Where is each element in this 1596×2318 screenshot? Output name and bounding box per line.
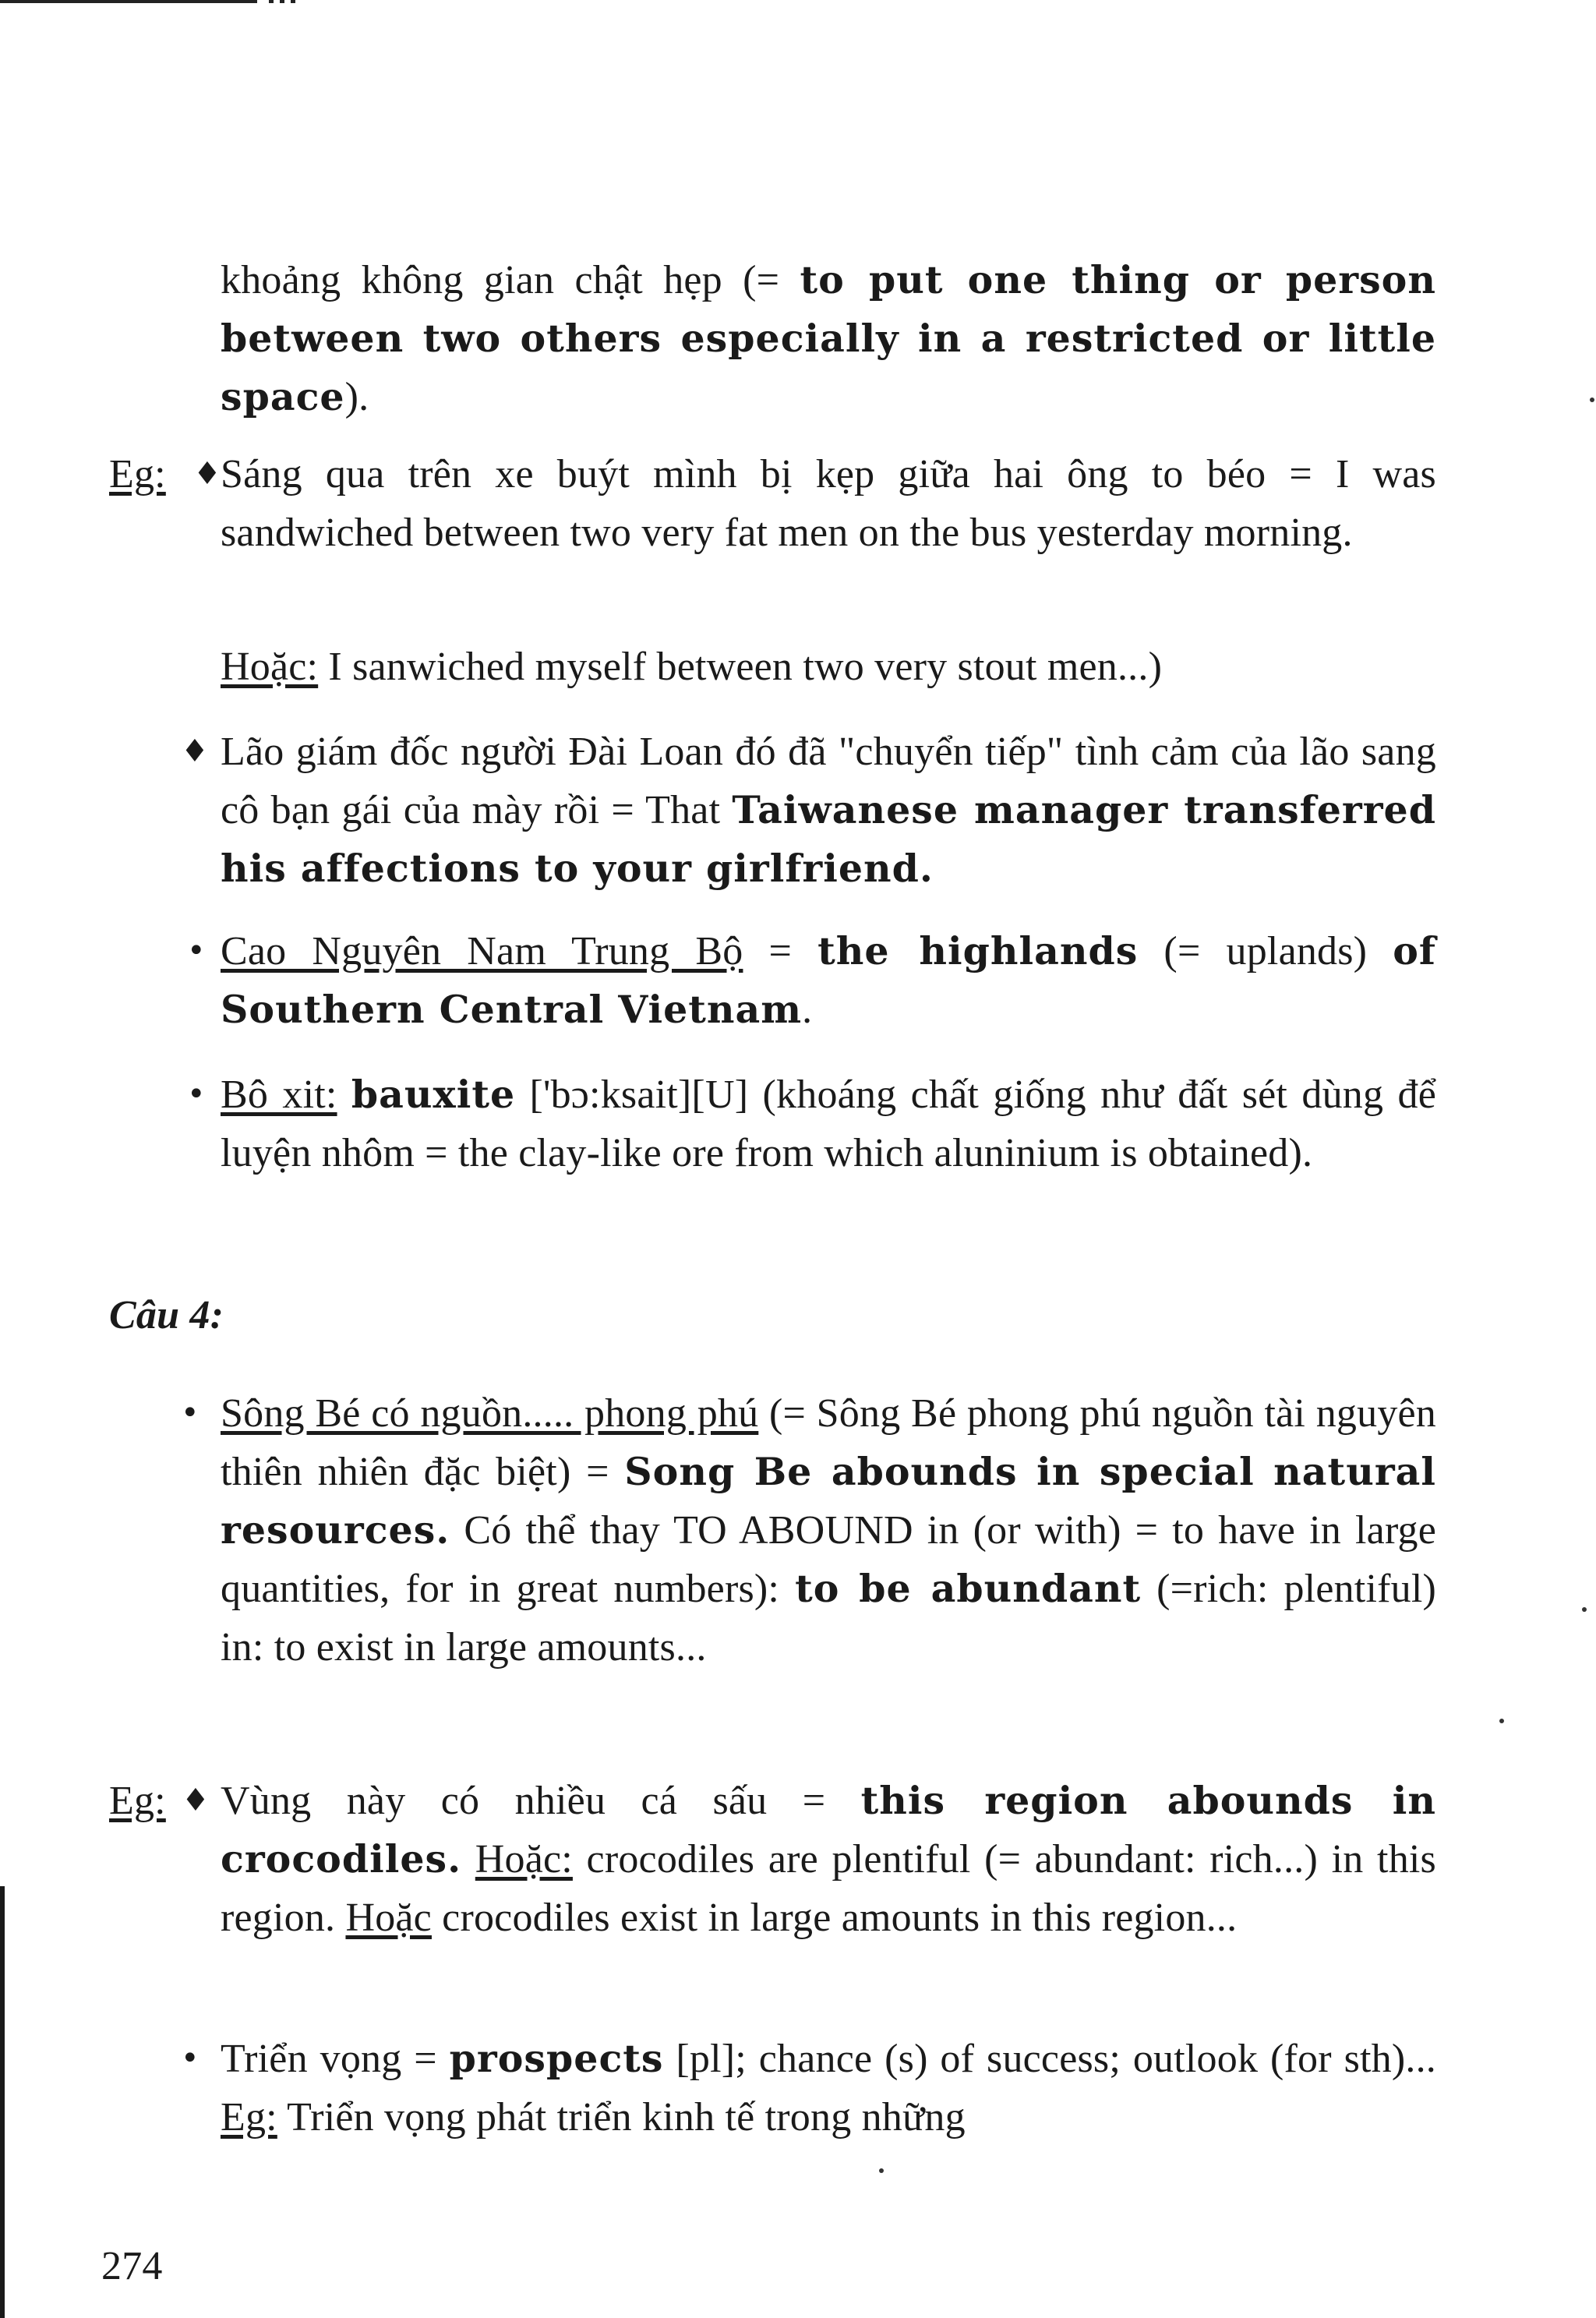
text-span: (= uplands) [1138, 929, 1393, 973]
round-bullet-icon: • [187, 1076, 206, 1112]
list-item [221, 1065, 1436, 1182]
scan-speck [879, 2168, 884, 2173]
bold-translation: of Southern Central Vietnam [221, 928, 1437, 1032]
text-span: (=rich: plentiful) in: to exist in large amounts... [221, 1567, 1436, 1670]
section-heading: Câu 4: [109, 1293, 224, 1337]
example-sentence [221, 445, 1436, 562]
text-span: . [802, 988, 813, 1032]
text-span: (= Sông Bé phong phú nguồn tài nguyên thiên nhiên đặc biệt) = [221, 1391, 1436, 1494]
hoac-label: Hoặc [345, 1896, 432, 1940]
text-span: Sáng qua trên xe buýt mình bị kẹp giữa hai ông to béo = I was sandwiched between two very fat men on the bus yesterday morning. [221, 452, 1436, 555]
text-span [461, 1837, 475, 1882]
term: Cao Nguyên Nam Trung Bộ [221, 929, 743, 973]
text-span: [pl]; chance (s) of success; outlook (for sth)... [663, 2037, 1436, 2081]
text-span: Vùng này có nhiều cá sấu = [221, 1779, 861, 1823]
eg-label: Eg: [221, 2095, 277, 2140]
list-item [221, 1384, 1436, 1677]
text-span: = [743, 929, 818, 973]
text-span: ['bɔ:ksait][U] (khoáng chất giống như đất sét dùng để luyện nhôm = the clay-like ore from which aluninium is obtained). [221, 1072, 1437, 1175]
text-span: ). [344, 375, 369, 419]
bold-term: to be abundant [795, 1566, 1142, 1611]
eg-label: Eg: [109, 452, 166, 496]
text-span: khoảng không gian chật hẹp (= [221, 258, 800, 302]
round-bullet-icon: • [181, 1395, 200, 1431]
diamond-bullet-icon: ♦ [193, 456, 221, 492]
scan-speck [1582, 1607, 1587, 1612]
alternative-sentence [221, 638, 1436, 696]
diamond-bullet-icon: ♦ [181, 733, 209, 769]
eg-label: Eg: [109, 1779, 166, 1823]
hoac-label: Hoặc: [475, 1837, 573, 1882]
scan-speck [1590, 398, 1594, 402]
header-rule [0, 0, 257, 3]
text-span: crocodiles exist in large amounts in this region... [431, 1896, 1238, 1940]
header-rule-dots [269, 0, 300, 3]
bold-definition: to put one thing or person between two others especially in a restricted or little space [221, 257, 1436, 419]
text-span [337, 1072, 351, 1117]
term: Sông Bé có nguồn..... phong phú [221, 1391, 759, 1436]
diamond-bullet-icon: ♦ [182, 1783, 210, 1818]
text-span: crocodiles are plentiful (= abundant: rich...) in this region. [221, 1837, 1436, 1940]
list-item [221, 723, 1436, 898]
list-item [221, 922, 1436, 1039]
text-span: Triển vọng phát triển kinh tế trong những [277, 2095, 966, 2140]
bold-translation: Taiwanese manager transferred his affections to your girlfriend. [221, 787, 1436, 891]
term: Bô xit: [221, 1072, 337, 1117]
text-span: I sanwiched myself between two very stout men...) [318, 645, 1163, 689]
hoac-label: Hoặc: [221, 645, 319, 689]
scan-speck [1499, 1719, 1504, 1723]
bold-translation: Song Be abounds in special natural resources. [221, 1449, 1436, 1553]
round-bullet-icon: • [187, 933, 206, 969]
scan-edge-bar [0, 1886, 5, 2318]
round-bullet-icon: • [181, 2041, 200, 2076]
page-number: 274 [101, 2244, 163, 2288]
bold-translation: the highlands [817, 928, 1139, 973]
paragraph-continuation [221, 251, 1436, 426]
text-span: Lão giám đốc người Đài Loan đó đã "chuyển tiếp" tình cảm của lão sang cô bạn gái của mày rồi = That [221, 730, 1436, 832]
example-sentence [221, 1772, 1436, 1947]
bold-term: prospects [449, 2036, 664, 2081]
text-span: Triển vọng = [221, 2037, 450, 2081]
bold-term: bauxite [351, 1072, 516, 1117]
list-item [221, 2030, 1436, 2147]
text-span: Có thể thay TO ABOUND in (or with) = to have in large quantities, for in great numbers): [221, 1508, 1436, 1611]
bold-translation: this region abounds in crocodiles. [221, 1778, 1436, 1882]
